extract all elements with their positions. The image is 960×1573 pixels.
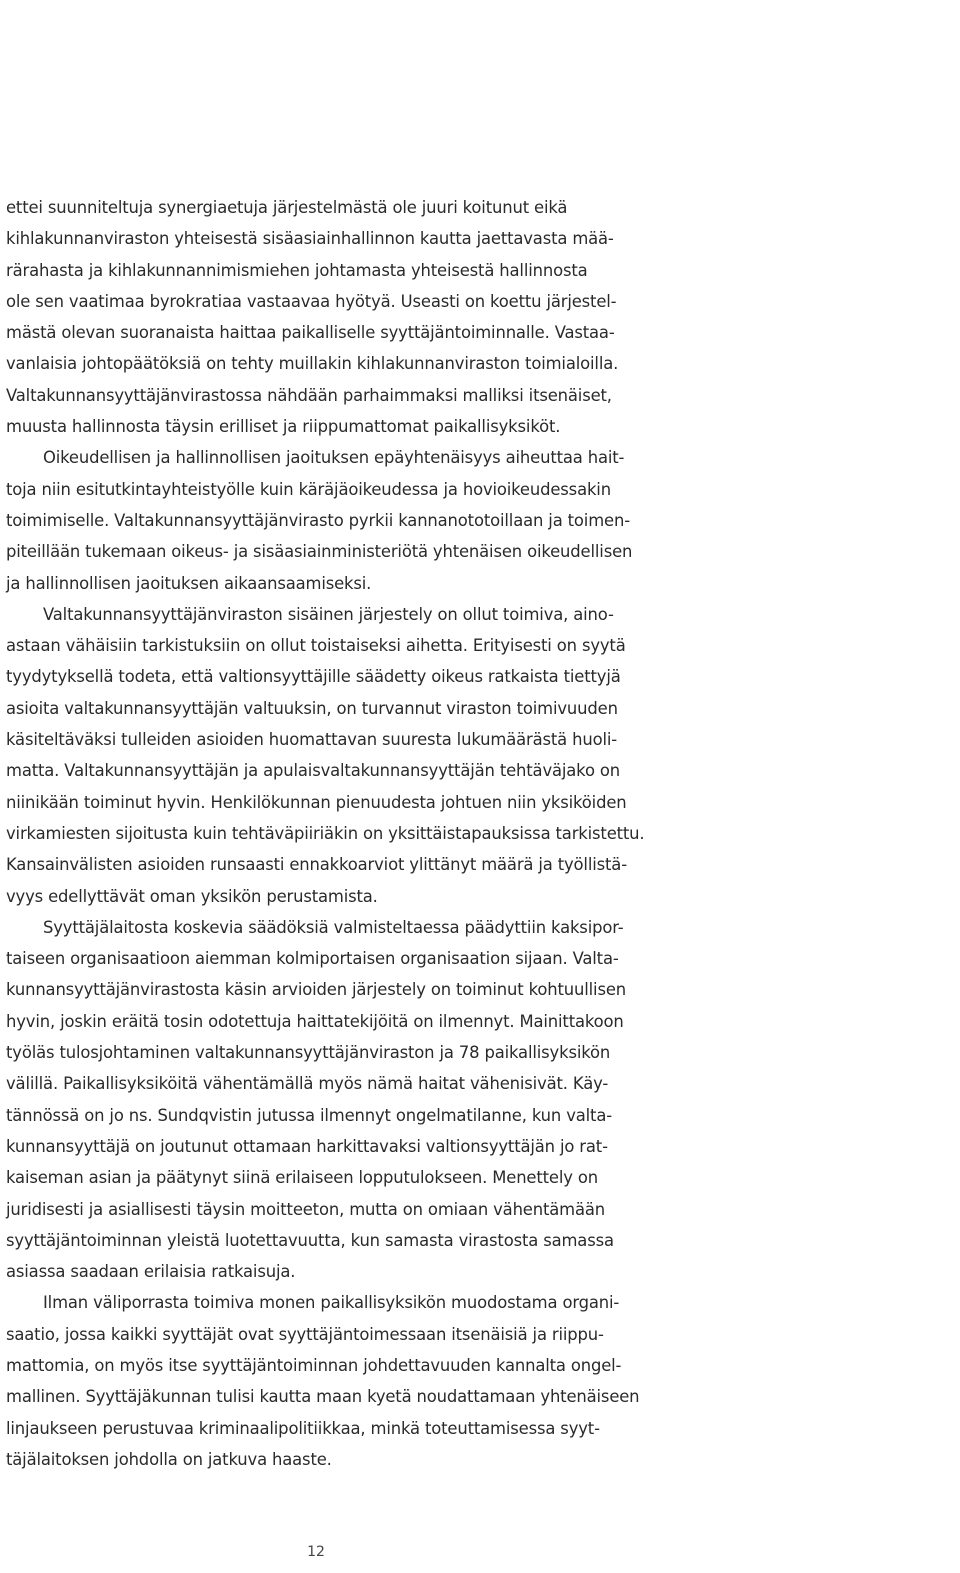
text-line: Ilman väliporrasta toimiva monen paikallisyksikön muodostama organi-: [43, 1293, 620, 1313]
text-line: välillä. Paikallisyksiköitä vähentämällä myös nämä haitat vähenisivät. Käy-: [6, 1074, 609, 1094]
text-line: piteillään tukemaan oikeus- ja sisäasiainministeriötä yhtenäisen oikeudellisen: [6, 542, 633, 562]
text-line: Oikeudellisen ja hallinnollisen jaoituksen epäyhtenäisyys aiheuttaa hait-: [43, 448, 625, 468]
text-line: mästä olevan suoranaista haittaa paikalliselle syyttäjäntoiminnalle. Vastaa-: [6, 323, 615, 343]
text-line: tyydytyksellä todeta, että valtionsyyttäjille säädetty oikeus ratkaista tiettyjä: [6, 667, 621, 687]
text-line: Valtakunnansyyttäjänviraston sisäinen järjestely on ollut toimiva, aino-: [43, 604, 614, 624]
text-line: kunnansyyttäjänvirastosta käsin arvioiden järjestely on toiminut kohtuullisen: [6, 980, 627, 1000]
text-line: asioita valtakunnansyyttäjän valtuuksin, on turvannut viraston toimivuuden: [6, 698, 618, 718]
text-line: tännössä on jo ns. Sundqvistin jutussa ilmennyt ongelmatilanne, kun valta-: [6, 1105, 612, 1125]
text-line: toja niin esitutkintayhteistyölle kuin käräjäoikeudessa ja hovioikeudessakin: [6, 479, 611, 499]
text-line: Kansainvälisten asioiden runsaasti ennakkoarviot ylittänyt määrä ja työllistä-: [6, 855, 627, 875]
text-line: mallinen. Syyttäjäkunnan tulisi kautta maan kyetä noudattamaan yhtenäiseen: [6, 1387, 640, 1407]
text-line: kunnansyyttäjä on joutunut ottamaan harkittavaksi valtionsyyttäjän jo rat-: [6, 1136, 608, 1156]
text-line: juridisesti ja asiallisesti täysin moitteeton, mutta on omiaan vähentämään: [6, 1199, 605, 1219]
text-line: Syyttäjälaitosta koskevia säädöksiä valmisteltaessa päädyttiin kaksipor-: [43, 917, 624, 937]
text-line: muusta hallinnosta täysin erilliset ja riippumattomat paikallisyksiköt.: [6, 417, 561, 437]
body-text: [6, 192, 645, 1475]
text-line: ettei suunniteltuja synergiaetuja järjestelmästä ole juuri koitunut eikä: [6, 198, 568, 217]
text-line: toimimiselle. Valtakunnansyyttäjänvirasto pyrkii kannanototoillaan ja toimen-: [6, 510, 630, 530]
page-number: 12: [307, 1544, 325, 1560]
text-line: matta. Valtakunnansyyttäjän ja apulaisvaltakunnansyyttäjän tehtäväjako on: [6, 761, 620, 781]
text-line: saatio, jossa kaikki syyttäjät ovat syyttäjäntoimessaan itsenäisiä ja riippu-: [6, 1324, 604, 1344]
text-line: virkamiesten sijoitusta kuin tehtäväpiiriäkin on yksittäistapauksissa tarkistettu.: [6, 823, 645, 843]
text-line: kihlakunnanviraston yhteisestä sisäasiainhallinnon kautta jaettavasta mää-: [6, 229, 614, 249]
text-line: täjälaitoksen johdolla on jatkuva haaste.: [6, 1449, 332, 1469]
text-line: vyys edellyttävät oman yksikön perustamista.: [6, 886, 378, 906]
text-line: asiassa saadaan erilaisia ratkaisuja.: [6, 1262, 296, 1282]
text-line: työläs tulosjohtaminen valtakunnansyyttäjänviraston ja 78 paikallisyksikön: [6, 1043, 611, 1063]
text-line: astaan vähäisiin tarkistuksiin on ollut toistaiseksi aihetta. Erityisesti on syytä: [6, 636, 626, 656]
text-line: ole sen vaatimaa byrokratiaa vastaavaa hyötyä. Useasti on koettu järjestel-: [6, 291, 617, 311]
text-line: linjaukseen perustuvaa kriminaalipolitiikkaa, minkä toteuttamisessa syyt-: [6, 1418, 600, 1438]
text-line: niinikään toiminut hyvin. Henkilökunnan pienuudesta johtuen niin yksiköiden: [6, 792, 627, 812]
text-line: Valtakunnansyyttäjänvirastossa nähdään parhaimmaksi malliksi itsenäiset,: [6, 385, 612, 405]
text-line: rärahasta ja kihlakunnannimismiehen johtamasta yhteisestä hallinnosta: [6, 260, 588, 280]
text-line: käsiteltäväksi tulleiden asioiden huomattavan suuresta lukumäärästä huoli-: [6, 730, 618, 750]
text-line: ja hallinnollisen jaoituksen aikaansaamiseksi.: [6, 573, 372, 593]
text-line: syyttäjäntoiminnan yleistä luotettavuutta, kun samasta virastosta samassa: [6, 1230, 614, 1250]
text-line: vanlaisia johtopäätöksiä on tehty muillakin kihlakunnanviraston toimialoilla.: [6, 354, 619, 374]
text-line: taiseen organisaatioon aiemman kolmiportaisen organisaation sijaan. Valta-: [6, 949, 619, 969]
text-line: mattomia, on myös itse syyttäjäntoiminnan johdettavuuden kannalta ongel-: [6, 1355, 622, 1375]
text-line: kaiseman asian ja päätynyt siinä erilaiseen lopputulokseen. Menettely on: [6, 1168, 598, 1188]
text-line: hyvin, joskin eräitä tosin odotettuja haittatekijöitä on ilmennyt. Mainittakoon: [6, 1011, 624, 1031]
